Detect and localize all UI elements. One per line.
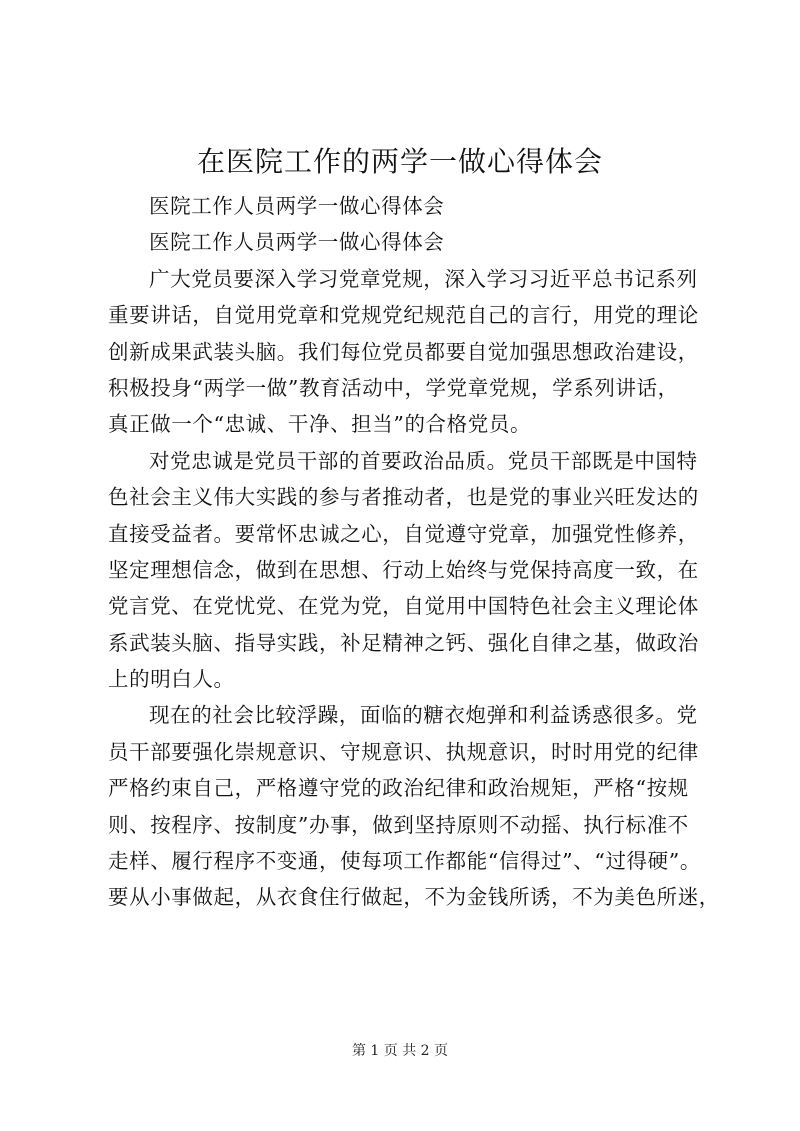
body-line: 对党忠诚是党员干部的首要政治品质。党员干部既是中国特 [149, 448, 698, 473]
document-title: 在医院工作的两学一做心得体会 [196, 145, 603, 178]
body-line: 员干部要强化崇规意识、守规意识、执规意识，时时用党的纪律 [108, 739, 699, 764]
body-line: 色社会主义伟大实践的参与者推动者，也是党的事业兴旺发达的 [108, 485, 699, 510]
body-line: 系武装头脑、指导实践，补足精神之钙、强化自律之基，做政治 [108, 630, 699, 655]
body-line: 则、按程序、按制度”办事，做到坚持原则不动摇、执行标准不 [108, 812, 689, 837]
page-footer: 第 1 页 共 2 页 [351, 1043, 449, 1059]
body-line: 上的明白人。 [108, 667, 235, 692]
body-line: 重要讲话，自觉用党章和党规党纪规范自己的言行，用党的理论 [108, 303, 699, 328]
body-line: 广大党员要深入学习党章党规，深入学习习近平总书记系列 [149, 266, 698, 291]
body-line: 创新成果武装头脑。我们每位党员都要自觉加强思想政治建设， [108, 339, 699, 364]
body-line: 严格约束自己，严格遵守党的政治纪律和政治规矩，严格“按规 [108, 776, 689, 801]
body-line: 走样、履行程序不变通，使每项工作都能“信得过”、“过得硬”。 [108, 849, 701, 874]
body-line: 医院工作人员两学一做心得体会 [149, 230, 445, 255]
body-line: 直接受益者。要常怀忠诚之心，自觉遵守党章，加强党性修养， [108, 521, 699, 546]
body-line: 医院工作人员两学一做心得体会 [149, 194, 445, 218]
body-line: 要从小事做起，从衣食住行做起，不为金钱所诱，不为美色所迷， [108, 885, 720, 910]
body-line: 党言党、在党忧党、在党为党，自觉用中国特色社会主义理论体 [108, 594, 699, 619]
body-line: 真正做一个“忠诚、干净、担当”的合格党员。 [108, 412, 532, 437]
body-line: 坚定理想信念，做到在思想、行动上始终与党保持高度一致，在 [108, 557, 699, 582]
document-body [108, 188, 738, 916]
body-line: 积极投身“两学一做”教育活动中，学党章党规，学系列讲话， [108, 375, 679, 400]
body-line: 现在的社会比较浮躁，面临的糖衣炮弹和利益诱惑很多。党 [149, 703, 698, 728]
